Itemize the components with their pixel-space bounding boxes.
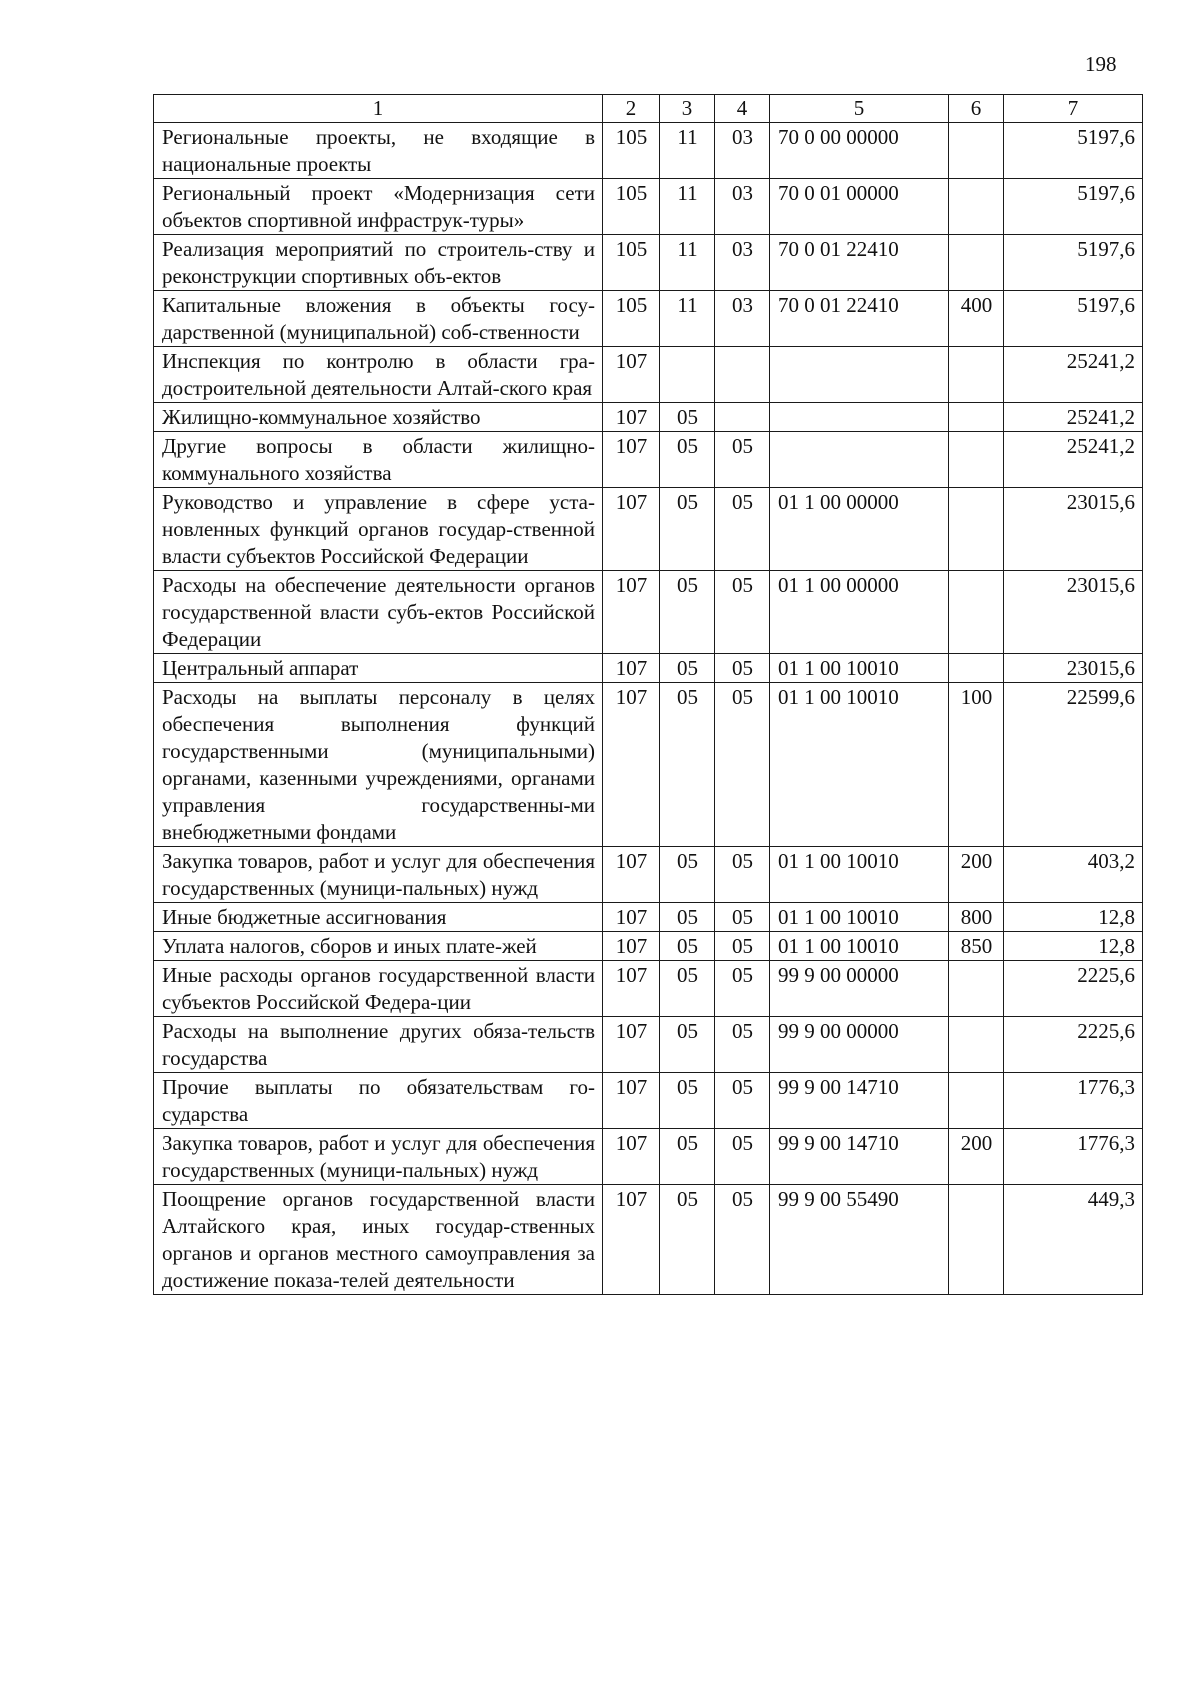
table-row (154, 488, 1143, 571)
row-name: Другие вопросы в области жилищно-коммунального хозяйства (154, 432, 603, 488)
section-code: 107 (603, 1185, 660, 1295)
table-row (154, 932, 1143, 961)
header-row (154, 95, 1143, 123)
target-article-code: 70 0 00 00000 (770, 123, 949, 179)
amount: 2225,6 (1004, 961, 1143, 1017)
subsection-code-b: 05 (715, 1129, 770, 1185)
subsection-code-a: 05 (660, 654, 715, 683)
subsection-code-b: 05 (715, 488, 770, 571)
expense-type-code (949, 488, 1004, 571)
target-article-code: 99 9 00 00000 (770, 1017, 949, 1073)
amount: 23015,6 (1004, 654, 1143, 683)
table-row (154, 571, 1143, 654)
row-name: Иные бюджетные ассигнования (154, 903, 603, 932)
target-article-code: 99 9 00 00000 (770, 961, 949, 1017)
amount: 5197,6 (1004, 123, 1143, 179)
subsection-code-b (715, 347, 770, 403)
subsection-code-b (715, 403, 770, 432)
table-row (154, 1073, 1143, 1129)
section-code: 107 (603, 654, 660, 683)
subsection-code-a: 05 (660, 1073, 715, 1129)
header-col-4: 4 (715, 95, 770, 123)
amount: 1776,3 (1004, 1073, 1143, 1129)
row-name: Реализация мероприятий по строитель-ству и реконструкции спортивных объ-ектов (154, 235, 603, 291)
amount: 449,3 (1004, 1185, 1143, 1295)
subsection-code-a: 05 (660, 1185, 715, 1295)
expense-type-code (949, 179, 1004, 235)
target-article-code: 99 9 00 55490 (770, 1185, 949, 1295)
row-name: Уплата налогов, сборов и иных плате-жей (154, 932, 603, 961)
subsection-code-b: 05 (715, 1185, 770, 1295)
target-article-code: 01 1 00 10010 (770, 903, 949, 932)
table-row (154, 432, 1143, 488)
row-name: Закупка товаров, работ и услуг для обеспечения государственных (муници-пальных) нужд (154, 1129, 603, 1185)
target-article-code (770, 347, 949, 403)
row-name: Прочие выплаты по обязательствам го-сударства (154, 1073, 603, 1129)
subsection-code-a: 11 (660, 123, 715, 179)
table-row (154, 235, 1143, 291)
subsection-code-b: 05 (715, 847, 770, 903)
table-row (154, 179, 1143, 235)
table-row (154, 347, 1143, 403)
row-name: Расходы на обеспечение деятельности органов государственной власти субъ-ектов Российской Федерации (154, 571, 603, 654)
section-code: 107 (603, 1129, 660, 1185)
amount: 23015,6 (1004, 488, 1143, 571)
section-code: 105 (603, 291, 660, 347)
section-code: 107 (603, 961, 660, 1017)
subsection-code-b: 05 (715, 571, 770, 654)
table-row (154, 1185, 1143, 1295)
target-article-code: 01 1 00 00000 (770, 488, 949, 571)
section-code: 105 (603, 179, 660, 235)
table-row (154, 403, 1143, 432)
subsection-code-a: 05 (660, 961, 715, 1017)
target-article-code: 01 1 00 00000 (770, 571, 949, 654)
section-code: 107 (603, 403, 660, 432)
target-article-code: 70 0 01 22410 (770, 235, 949, 291)
header-col-1: 1 (154, 95, 603, 123)
section-code: 107 (603, 432, 660, 488)
amount: 5197,6 (1004, 235, 1143, 291)
amount: 25241,2 (1004, 403, 1143, 432)
section-code: 107 (603, 683, 660, 847)
target-article-code (770, 432, 949, 488)
target-article-code: 01 1 00 10010 (770, 847, 949, 903)
amount: 5197,6 (1004, 291, 1143, 347)
expense-type-code (949, 654, 1004, 683)
subsection-code-a: 05 (660, 903, 715, 932)
header-col-5: 5 (770, 95, 949, 123)
subsection-code-b: 03 (715, 123, 770, 179)
target-article-code: 01 1 00 10010 (770, 654, 949, 683)
subsection-code-a: 11 (660, 235, 715, 291)
table-row (154, 903, 1143, 932)
subsection-code-a: 05 (660, 847, 715, 903)
expense-type-code (949, 1017, 1004, 1073)
row-name: Руководство и управление в сфере уста-новленных функций органов государ-ственной власти субъектов Российской Федерации (154, 488, 603, 571)
subsection-code-a: 05 (660, 1017, 715, 1073)
expense-type-code: 200 (949, 1129, 1004, 1185)
target-article-code: 70 0 01 22410 (770, 291, 949, 347)
section-code: 107 (603, 488, 660, 571)
expense-type-code: 800 (949, 903, 1004, 932)
expense-type-code (949, 1073, 1004, 1129)
section-code: 107 (603, 1073, 660, 1129)
amount: 23015,6 (1004, 571, 1143, 654)
target-article-code: 70 0 01 00000 (770, 179, 949, 235)
table-body (154, 123, 1143, 1295)
expense-type-code (949, 432, 1004, 488)
subsection-code-a: 11 (660, 179, 715, 235)
table-row (154, 291, 1143, 347)
header-col-2: 2 (603, 95, 660, 123)
expense-type-code (949, 571, 1004, 654)
expense-type-code: 200 (949, 847, 1004, 903)
table-row (154, 683, 1143, 847)
table-row (154, 847, 1143, 903)
target-article-code: 99 9 00 14710 (770, 1073, 949, 1129)
section-code: 107 (603, 903, 660, 932)
expense-type-code (949, 961, 1004, 1017)
target-article-code (770, 403, 949, 432)
row-name: Капитальные вложения в объекты госу-дарственной (муниципальной) соб-ственности (154, 291, 603, 347)
header-col-7: 7 (1004, 95, 1143, 123)
table-row (154, 1017, 1143, 1073)
budget-table (153, 94, 1143, 1295)
row-name: Инспекция по контролю в области гра-достроительной деятельности Алтай-ского края (154, 347, 603, 403)
row-name: Поощрение органов государственной власти Алтайского края, иных государ-ственных органов и органов местного самоуправления за достижение показа-телей деятельности (154, 1185, 603, 1295)
section-code: 105 (603, 235, 660, 291)
section-code: 107 (603, 847, 660, 903)
row-name: Закупка товаров, работ и услуг для обеспечения государственных (муници-пальных) нужд (154, 847, 603, 903)
subsection-code-a: 05 (660, 403, 715, 432)
subsection-code-a: 05 (660, 932, 715, 961)
subsection-code-b: 03 (715, 235, 770, 291)
subsection-code-b: 03 (715, 291, 770, 347)
subsection-code-a: 05 (660, 683, 715, 847)
target-article-code: 01 1 00 10010 (770, 932, 949, 961)
row-name: Расходы на выплаты персоналу в целях обеспечения выполнения функций государственными (муниципальными) органами, казенными учреждениями, органами управления государственны-ми внебюджетными фондами (154, 683, 603, 847)
amount: 12,8 (1004, 903, 1143, 932)
row-name: Жилищно-коммунальное хозяйство (154, 403, 603, 432)
expense-type-code (949, 1185, 1004, 1295)
expense-type-code (949, 347, 1004, 403)
row-name: Расходы на выполнение других обяза-тельств государства (154, 1017, 603, 1073)
row-name: Центральный аппарат (154, 654, 603, 683)
header-col-6: 6 (949, 95, 1004, 123)
subsection-code-a: 05 (660, 571, 715, 654)
table-row (154, 1129, 1143, 1185)
amount: 5197,6 (1004, 179, 1143, 235)
target-article-code: 01 1 00 10010 (770, 683, 949, 847)
subsection-code-b: 05 (715, 961, 770, 1017)
subsection-code-b: 05 (715, 1017, 770, 1073)
section-code: 107 (603, 1017, 660, 1073)
subsection-code-a: 05 (660, 488, 715, 571)
subsection-code-b: 05 (715, 432, 770, 488)
subsection-code-b: 05 (715, 1073, 770, 1129)
section-code: 107 (603, 571, 660, 654)
amount: 25241,2 (1004, 347, 1143, 403)
section-code: 105 (603, 123, 660, 179)
amount: 1776,3 (1004, 1129, 1143, 1185)
subsection-code-b: 05 (715, 654, 770, 683)
expense-type-code (949, 403, 1004, 432)
subsection-code-a: 05 (660, 1129, 715, 1185)
row-name: Региональные проекты, не входящие в национальные проекты (154, 123, 603, 179)
amount: 25241,2 (1004, 432, 1143, 488)
row-name: Региональный проект «Модернизация сети объектов спортивной инфраструк-туры» (154, 179, 603, 235)
amount: 22599,6 (1004, 683, 1143, 847)
subsection-code-b: 05 (715, 683, 770, 847)
section-code: 107 (603, 347, 660, 403)
table-row (154, 654, 1143, 683)
header-col-3: 3 (660, 95, 715, 123)
expense-type-code: 850 (949, 932, 1004, 961)
subsection-code-b: 05 (715, 932, 770, 961)
subsection-code-a: 11 (660, 291, 715, 347)
target-article-code: 99 9 00 14710 (770, 1129, 949, 1185)
expense-type-code: 400 (949, 291, 1004, 347)
section-code: 107 (603, 932, 660, 961)
amount: 403,2 (1004, 847, 1143, 903)
expense-type-code (949, 235, 1004, 291)
subsection-code-a: 05 (660, 432, 715, 488)
subsection-code-a (660, 347, 715, 403)
expense-type-code: 100 (949, 683, 1004, 847)
amount: 2225,6 (1004, 1017, 1143, 1073)
table-row (154, 123, 1143, 179)
amount: 12,8 (1004, 932, 1143, 961)
subsection-code-b: 05 (715, 903, 770, 932)
subsection-code-b: 03 (715, 179, 770, 235)
row-name: Иные расходы органов государственной власти субъектов Российской Федера-ции (154, 961, 603, 1017)
page-number: 198 (1085, 52, 1117, 76)
expense-type-code (949, 123, 1004, 179)
table-row (154, 961, 1143, 1017)
